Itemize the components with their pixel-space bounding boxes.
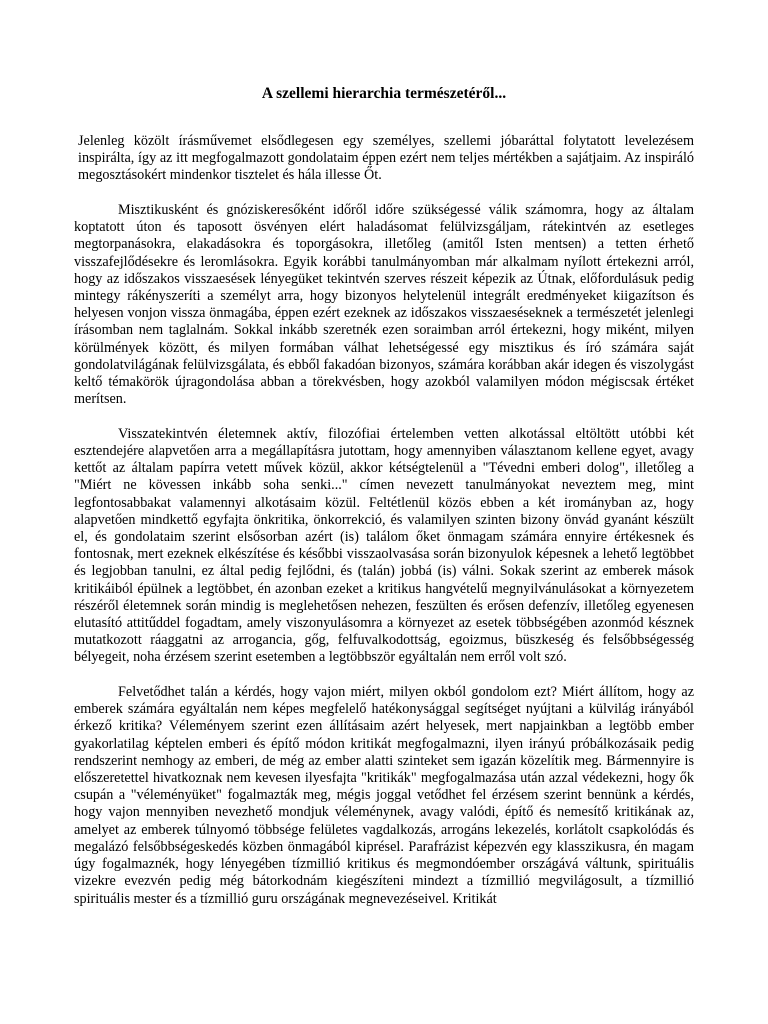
document-body bbox=[74, 133, 694, 925]
paragraph-felvetodhet: Felvetődhet talán a kérdés, hogy vajon miért, milyen okból gondolom ezt? Miért állítom, hogy az emberek számára egyáltalán nem képes megfelelő hatékonysággal segítséget nyújtani a külvilág irányából érkező kritika? Véleményem szerint ezen állításaim azért helyesek, mert napjainkban a legtöbb ember gyakorlatilag képtelen emberi és építő módon kritikát megfogalmazni, ilyen irányú próbálkozásaik pedig rendszerint nemhogy az emberi, de még az ember alatti szinteket sem igazán közelítik meg. Bármennyire is előszeretettel hivatkoznak nem kevesen ilyesfajta "kritikák" megfogalmazása után azzal védekezni, hogy ők csupán a "véleményüket" fogalmazták meg, mégis joggal vetődhet fel érzésem szerint bennünk a kérdés, hogy vajon mennyiben nevezhető mondjuk véleménynek, avagy valódi, építő és nemesítő kritikának az, amelyet az emberek túlnyomó többsége felületes vagdalkozás, arrogáns lekezelés, korlátolt csapkolódás és megalázó felsőbbségeskedés közben önmagából kiprésel. Parafrázist képezvén egy klasszikusra, én magam úgy fogalmaznék, hogy lényegében tízmillió kritikus és megmondóember országává váltunk, spirituális vizekre evezvén pedig még bátorkodnám kiegészíteni mindezt a tízmillió megvilágosult, a tízmillió spirituális mester és a tízmillió guru országának megnevezéseivel. Kritikát bbox=[74, 684, 694, 907]
paragraph-visszatekintven: Visszatekintvén életemnek aktív, filozófiai értelemben vetten alkotással eltöltött utóbbi két esztendejére alapvetően arra a megállapításra jutottam, hogy amennyiben választanom kellene egyet, avagy kettőt az általam papírra vetett művek közül, akkor kétségtelenül a "Tévedni emberi dolog", illetőleg a "Miért ne kövessen inkább soha senki..." címen nevezett tanulmányokat neveztem meg, mint legfontosabbakat valamennyi alkotásaim közül. Feltétlenül közös ebben a két irományban az, hogy alapvetően mindkettő egyfajta önkritika, önkorrekció, és valamilyen szinten bizony önvád gyanánt készült el, és gondolataim szerint elsősorban azért (is) találom őket önmagam számára ennyire értékesnek és fontosnak, mert ezeknek elkészítése és későbbi visszaolvasása során bizonyulok képesnek a lehető legtöbbet és legjobban tanulni, ez által pedig fejlődni, és (talán) jobbá (is) válni. Sokak szerint az emberek mások kritikáiból épülnek a legtöbbet, én azonban ezeket a kritikus hangvételű megnyilvánulásokat a környezetem részéről életemnek során mindig is meglehetősen nehezen, feszülten és erősen defenzív, illetőleg egyenesen elutasító attitűddel fogadtam, amely viszonyulásomra a környezet az esetek többségében azonmód késznek mutatkozott ráaggatni az arrogancia, gőg, felfuvalkodottság, egoizmus, büszkeség és felsőbbségesség bélyegeit, noha érzésem szerint esetemben a legtöbbször egyáltalán nem erről volt szó. bbox=[74, 425, 694, 666]
paragraph-intro: Jelenleg közölt írásművemet elsődlegesen egy személyes, szellemi jóbaráttal folytatott levelezésem inspirálta, így az itt megfogalmazott gondolataim éppen ezért nem teljes mértékben a sajátjaim. Az inspiráló megosztásokért mindenkor tisztelet és hála illesse Őt. bbox=[78, 133, 694, 184]
document-title: A szellemi hierarchia természetéről... bbox=[261, 85, 507, 102]
paragraph-misztikus: Misztikusként és gnóziskeresőként időről időre szükségessé válik számomra, hogy az általam koptatott úton és taposott ösvényen elért haladásomat felülvizsgáljam, rátekintvén az esetleges megtorpanásokra, elakadásokra és toporgásokra, illetőleg (amitől Isten mentsen) a tetten érhető visszafejlődésekre és leromlásokra. Egyik korábbi tanulmányomban már alkalmam nyílott értekezni arról, hogy az időszakos visszaesések lényegüket tekintvén szerves részeit képezik az Útnak, előfordulásuk pedig mintegy rákényszeríti a személyt arra, hogy bizonyos helytelenül integrált eredményeket kiigazítson és helyesen vonjon vissza önmagába, éppen ezért ezeknek az időszakos visszaeséseknek a természetét jelenlegi írásomban nem taglalnám. Sokkal inkább szeretnék ezen soraimban arról értekezni, hogy miként, milyen körülmények között, és milyen formában válhat lehetségessé egy misztikus és író számára saját gondolatvilágának felülvizsgálata, és ebből fakadóan bizonyos, számára korábban akár idegen és viszolygást keltő témakörök újragondolása abban a törekvésben, hogy azokból valamilyen módon mégiscsak értéket merítsen. bbox=[74, 202, 694, 408]
